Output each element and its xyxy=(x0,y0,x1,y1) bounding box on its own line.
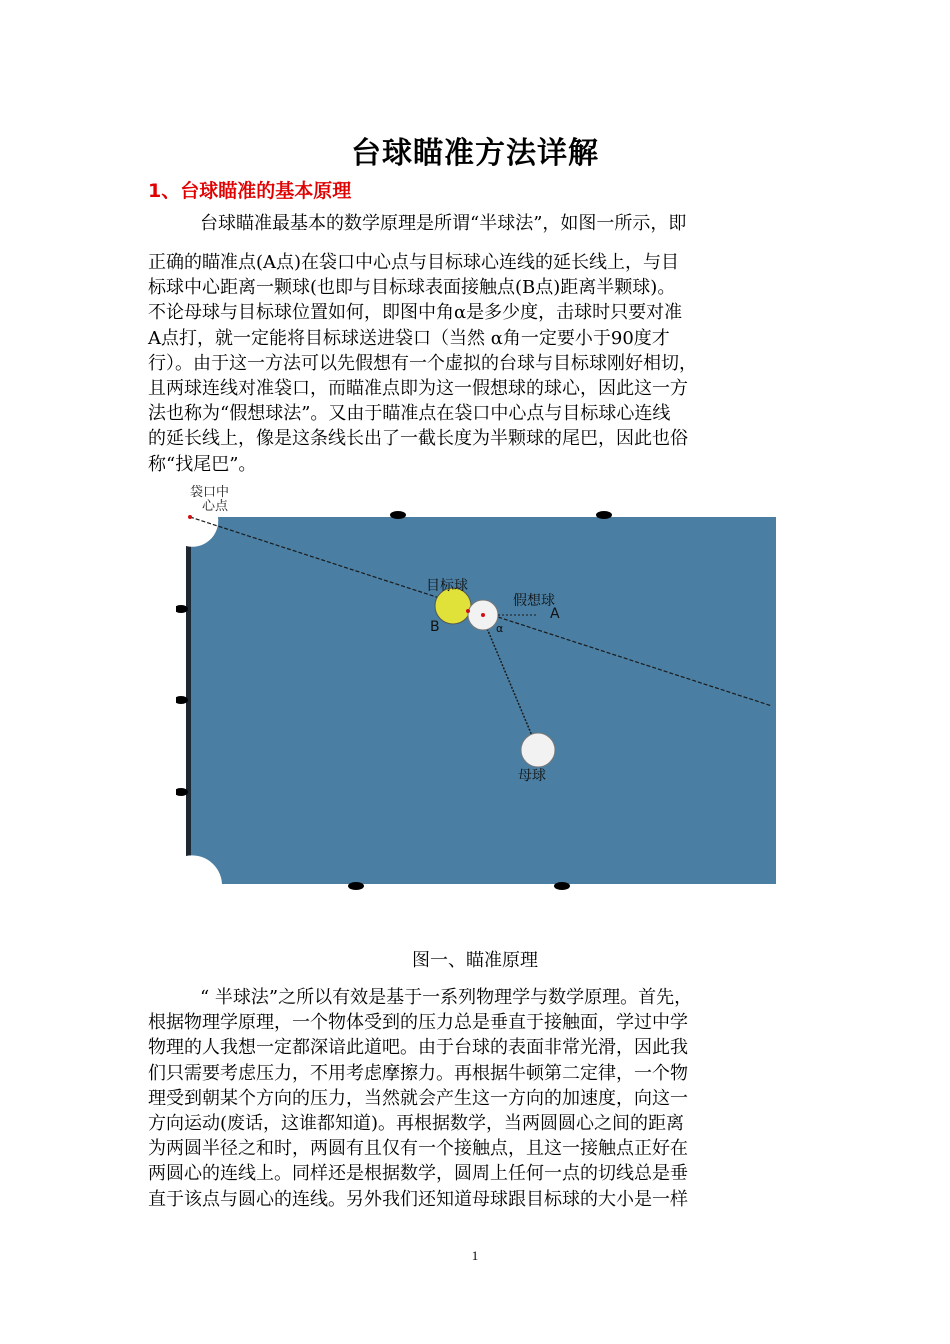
text-line: 的延长线上，像是这条线长出了一截长度为半颗球的尾巴，因此也俗 xyxy=(148,428,688,450)
text-line: 为两圆半径之和时，两圆有且仅有一个接触点，且这一接触点正好在 xyxy=(148,1138,688,1160)
aiming-diagram xyxy=(176,484,780,894)
point-b-label: B xyxy=(430,619,440,635)
angle-alpha-label: α xyxy=(496,622,504,635)
text-line: 两圆心的连线上。同样还是根据数学，圆周上任何一点的切线总是垂 xyxy=(148,1163,688,1185)
rail-diamond xyxy=(348,882,364,890)
ghost-ball-label: 假想球 xyxy=(513,593,555,609)
text-line: 根据物理学原理，一个物体受到的压力总是垂直于接触面，学过中学 xyxy=(148,1012,688,1034)
pocket-center-label: 心点 xyxy=(202,499,229,514)
rail-diamond xyxy=(596,511,612,519)
text-line: 标球中心距离一颗球(也即与目标球表面接触点(B点)距离半颗球)。 xyxy=(148,277,676,299)
figure-caption: 图一、瞄准原理 xyxy=(412,950,538,971)
rail-diamond xyxy=(554,882,570,890)
aim-point-a xyxy=(481,613,485,617)
section-heading: 1、台球瞄准的基本原理 xyxy=(148,180,352,202)
cue-ball xyxy=(521,733,555,767)
text-line: 正确的瞄准点(A点)在袋口中心点与目标球心连线的延长线上，与目 xyxy=(148,252,680,273)
text-line: 台球瞄准最基本的数学原理是所谓“半球法”，如图一所示，即 xyxy=(200,213,687,234)
contact-point-b xyxy=(466,609,470,613)
text-line: “ 半球法”之所以有效是基于一系列物理学与数学原理。首先， xyxy=(200,987,693,1008)
page-number: 1 xyxy=(471,1248,479,1263)
text-line: 物理的人我想一定都深谙此道吧。由于台球的表面非常光滑，因此我 xyxy=(148,1037,688,1059)
target-ball-label: 目标球 xyxy=(426,578,468,594)
point-a-label: A xyxy=(550,606,560,622)
text-line: 且两球连线对准袋口，而瞄准点即为这一假想球的球心，因此这一方 xyxy=(148,378,688,400)
paragraph-1-first-line xyxy=(148,211,808,236)
text-line: 方向运动(废话，这谁都知道)。再根据数学，当两圆圆心之间的距离 xyxy=(148,1113,685,1135)
text-line: 理受到朝某个方向的压力，当然就会产生这一方向的加速度，向这一 xyxy=(148,1087,688,1109)
paragraph-1 xyxy=(148,250,808,477)
text-line: 们只需要考虑压力，不用考虑摩擦力。再根据牛顿第二定律，一个物 xyxy=(148,1062,688,1084)
text-line: 不论母球与目标球位置如何，即图中角α是多少度，击球时只要对准 xyxy=(148,302,683,324)
paragraph-2 xyxy=(148,985,808,1212)
pocket-center-point xyxy=(188,515,192,519)
table-surface xyxy=(186,517,776,884)
text-line: 行）。由于这一方法可以先假想有一个虚拟的台球与目标球刚好相切， xyxy=(148,352,697,374)
cue-ball-label: 母球 xyxy=(518,768,546,784)
text-line: 称“找尾巴”。 xyxy=(148,453,257,475)
text-line: 法也称为“假想球法”。又由于瞄准点在袋口中心点与目标球心连线 xyxy=(148,403,671,425)
pocket-center-label: 袋口中 xyxy=(190,485,230,500)
document-title: 台球瞄准方法详解 xyxy=(351,136,599,171)
text-line: 直于该点与圆心的连线。另外我们还知道母球跟目标球的大小是一样 xyxy=(148,1188,688,1210)
text-line: A点打，就一定能将目标球送进袋口（当然 α角一定要小于90度才 xyxy=(148,327,670,349)
rail-diamond xyxy=(390,511,406,519)
